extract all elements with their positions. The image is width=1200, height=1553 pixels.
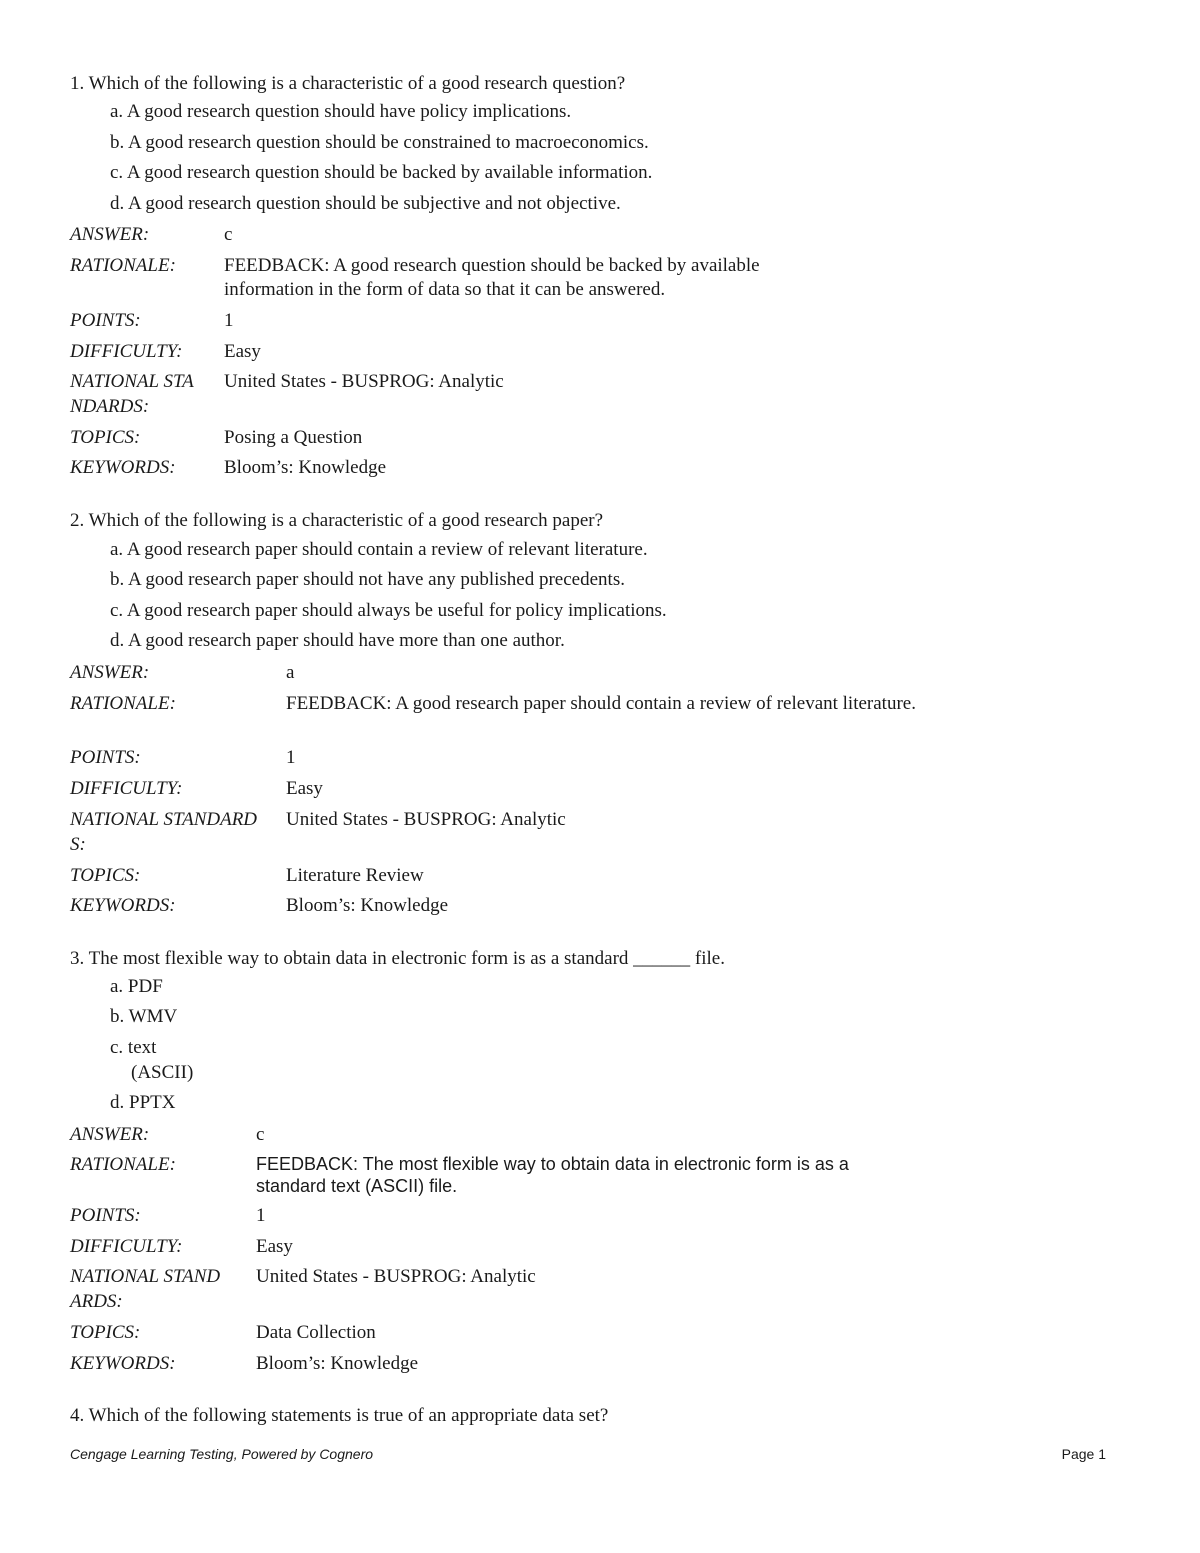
standards-label-line1: NATIONAL STA bbox=[70, 371, 194, 392]
points-label: POINTS: bbox=[70, 1205, 141, 1226]
question-4-stem: 4. Which of the following statements is true of an appropriate data set? bbox=[70, 1405, 609, 1426]
difficulty-label: DIFFICULTY: bbox=[70, 341, 183, 362]
difficulty-value: Easy bbox=[256, 1236, 293, 1257]
question-3-option-c: c. text bbox=[110, 1037, 157, 1058]
keywords-value: Bloom’s: Knowledge bbox=[256, 1353, 419, 1374]
topics-label: TOPICS: bbox=[70, 1322, 141, 1343]
keywords-label: KEYWORDS: bbox=[70, 457, 176, 478]
rationale-label: RATIONALE: bbox=[70, 1154, 176, 1175]
difficulty-label: DIFFICULTY: bbox=[70, 778, 183, 799]
points-label: POINTS: bbox=[70, 310, 141, 331]
rationale-value: FEEDBACK: A good research paper should contain a review of relevant literature. bbox=[286, 693, 916, 714]
points-value: 1 bbox=[256, 1205, 266, 1226]
points-value: 1 bbox=[286, 747, 296, 768]
question-2-option-a: a. A good research paper should contain a review of relevant literature. bbox=[110, 539, 648, 560]
answer-label: ANSWER: bbox=[70, 1124, 150, 1145]
topics-label: TOPICS: bbox=[70, 427, 141, 448]
answer-value: c bbox=[224, 224, 233, 245]
question-3-option-d: d. PPTX bbox=[110, 1092, 176, 1113]
rationale-value: FEEDBACK: The most flexible way to obtain data in electronic form is as a standard text (ASCII) file. bbox=[256, 1154, 849, 1196]
question-3-option-b: b. WMV bbox=[110, 1006, 178, 1027]
keywords-value: Bloom’s: Knowledge bbox=[286, 895, 449, 916]
rationale-value: FEEDBACK: A good research question should be backed by available information in the form of data so that it can be answered. bbox=[224, 255, 760, 300]
question-2-option-b: b. A good research paper should not have any published precedents. bbox=[110, 569, 625, 590]
difficulty-label: DIFFICULTY: bbox=[70, 1236, 183, 1257]
question-3-option-c-line2: (ASCII) bbox=[131, 1062, 194, 1083]
topics-value: Literature Review bbox=[286, 865, 424, 886]
question-2-stem: 2. Which of the following is a characteristic of a good research paper? bbox=[70, 510, 604, 531]
question-1-stem: 1. Which of the following is a characteristic of a good research question? bbox=[70, 73, 626, 94]
keywords-label: KEYWORDS: bbox=[70, 895, 176, 916]
standards-value: United States - BUSPROG: Analytic bbox=[256, 1266, 536, 1287]
question-1-option-a: a. A good research question should have policy implications. bbox=[110, 101, 572, 122]
points-label: POINTS: bbox=[70, 747, 141, 768]
question-3-stem: 3. The most flexible way to obtain data in electronic form is as a standard ______ file. bbox=[70, 948, 725, 969]
question-1-option-b: b. A good research question should be constrained to macroeconomics. bbox=[110, 132, 649, 153]
answer-label: ANSWER: bbox=[70, 224, 150, 245]
topics-label: TOPICS: bbox=[70, 865, 141, 886]
answer-value: c bbox=[256, 1124, 265, 1145]
standards-label-line2: ARDS: bbox=[70, 1291, 123, 1312]
rationale-label: RATIONALE: bbox=[70, 693, 176, 714]
standards-value: United States - BUSPROG: Analytic bbox=[224, 371, 504, 392]
standards-label-line1: NATIONAL STANDARD bbox=[70, 809, 258, 830]
standards-label-line1: NATIONAL STAND bbox=[70, 1266, 221, 1287]
standards-label-line2: S: bbox=[70, 834, 86, 855]
keywords-label: KEYWORDS: bbox=[70, 1353, 176, 1374]
question-2-option-d: d. A good research paper should have more than one author. bbox=[110, 630, 565, 651]
question-1-option-c: c. A good research question should be backed by available information. bbox=[110, 162, 653, 183]
points-value: 1 bbox=[224, 310, 234, 331]
answer-label: ANSWER: bbox=[70, 662, 150, 683]
standards-label-line2: NDARDS: bbox=[70, 396, 150, 417]
difficulty-value: Easy bbox=[224, 341, 261, 362]
footer-publisher: Cengage Learning Testing, Powered by Cognero bbox=[70, 1446, 374, 1462]
topics-value: Data Collection bbox=[256, 1322, 376, 1343]
question-2-option-c: c. A good research paper should always be useful for policy implications. bbox=[110, 600, 667, 621]
question-3-option-a: a. PDF bbox=[110, 976, 163, 997]
standards-value: United States - BUSPROG: Analytic bbox=[286, 809, 566, 830]
question-1-option-d: d. A good research question should be subjective and not objective. bbox=[110, 193, 621, 214]
rationale-label: RATIONALE: bbox=[70, 255, 176, 276]
footer-page-number: Page 1 bbox=[1061, 1446, 1106, 1462]
topics-value: Posing a Question bbox=[224, 427, 363, 448]
keywords-value: Bloom’s: Knowledge bbox=[224, 457, 387, 478]
difficulty-value: Easy bbox=[286, 778, 323, 799]
answer-value: a bbox=[286, 662, 295, 683]
